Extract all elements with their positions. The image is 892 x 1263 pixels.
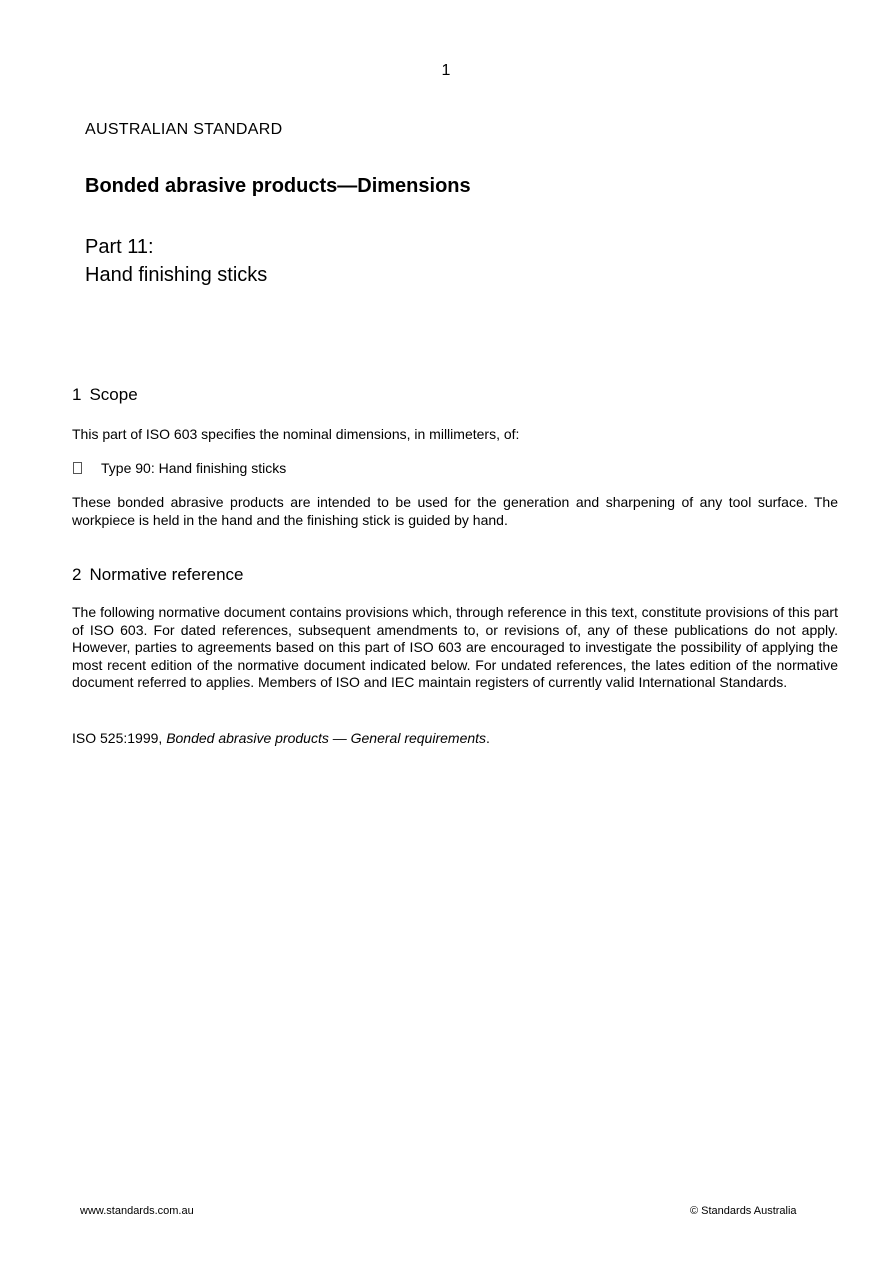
reference-code: ISO 525:1999,: [72, 730, 163, 746]
scope-bullet-item: [72, 460, 286, 476]
bullet-box-icon: [73, 462, 82, 474]
section-title: Normative reference: [89, 565, 244, 584]
section-heading-normative-reference: [72, 565, 243, 585]
section-title: Scope: [89, 385, 138, 404]
section-number: 2: [72, 565, 82, 584]
normative-paragraph: The following normative document contains provisions which, through reference in this text, constitute provisions of this part of ISO 603. For dated references, subsequent amendments to, or revisions of, any of these publications do not apply. However, parties to agreements based on this part of ISO 603 are encouraged to investigate the possibility of applying the most recent edition of the normative document indicated below. For undated references, the lates edition of the normative document referred to applies. Members of ISO and IEC maintain registers of currently valid International Standards.: [72, 604, 838, 690]
document-title: Bonded abrasive products—Dimensions: [85, 175, 471, 197]
part-title: Hand finishing sticks: [85, 264, 268, 286]
scope-paragraph: These bonded abrasive products are intended to be used for the generation and sharpening of any tool surface. The workpiece is held in the hand and the finishing stick is guided by hand.: [72, 494, 838, 528]
normative-reference-entry: [72, 730, 490, 746]
footer-copyright: © Standards Australia: [690, 1205, 797, 1217]
reference-title: Bonded abrasive products — General requirements: [166, 730, 487, 746]
section-heading-scope: [72, 385, 138, 405]
part-number: Part 11:: [85, 236, 154, 258]
reference-end: .: [486, 730, 490, 746]
bullet-text: Type 90: Hand finishing sticks: [101, 460, 287, 476]
page-number: 1: [441, 62, 451, 79]
document-type: AUSTRALIAN STANDARD: [85, 121, 283, 138]
footer-url: www.standards.com.au: [80, 1205, 194, 1217]
scope-intro: This part of ISO 603 specifies the nominal dimensions, in millimeters, of:: [72, 426, 520, 442]
section-number: 1: [72, 385, 82, 404]
